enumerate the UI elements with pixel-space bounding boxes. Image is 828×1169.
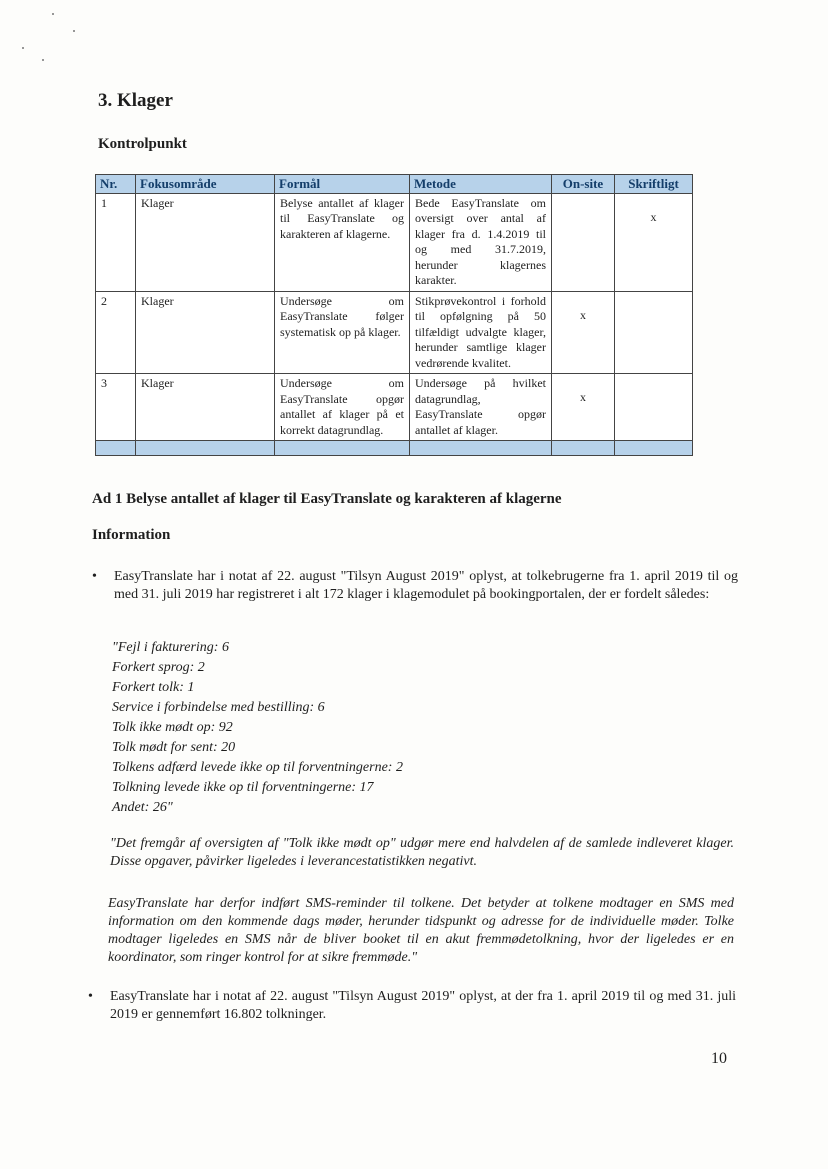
cell-fokus: Klager <box>136 374 275 441</box>
column-header-fokusomraade: Fokusområde <box>136 175 275 194</box>
cell-fokus: Klager <box>136 291 275 374</box>
scan-speck <box>42 59 44 61</box>
footer-cell <box>136 441 275 456</box>
cell-onsite: x <box>552 291 615 374</box>
footer-cell <box>275 441 410 456</box>
list-item: Andet: 26" <box>112 800 173 815</box>
table-row <box>96 193 693 291</box>
table-header-row <box>96 175 693 194</box>
cell-skriftligt: x <box>615 193 693 291</box>
list-item: "Fejl i fakturering: 6 <box>112 640 229 655</box>
page-number: 10 <box>711 1050 727 1067</box>
list-item: Tolkens adfærd levede ikke op til forventningerne: 2 <box>112 760 403 775</box>
cell-nr: 3 <box>96 374 136 441</box>
cell-skriftligt <box>615 291 693 374</box>
list-item: Tolkning levede ikke op til forventningerne: 17 <box>112 780 374 795</box>
column-header-onsite: On-site <box>552 175 615 194</box>
column-header-metode: Metode <box>410 175 552 194</box>
scan-speck <box>22 47 24 49</box>
column-header-nr: Nr. <box>96 175 136 194</box>
cell-metode: Stikprøvekontrol i forhold til opfølgning på 50 tilfældigt udvalgte klager, herunder samtlige klager vedrørende kvalitet. <box>410 291 552 374</box>
footer-cell <box>96 441 136 456</box>
complaint-category-list <box>112 638 612 818</box>
bullet-text: EasyTranslate har i notat af 22. august "Tilsyn August 2019" oplyst, at tolkebrugerne fra 1. april 2019 til og med 31. juli 2019 har registreret i alt 172 klager i klagemodulet på bookingportalen, der er fordelt således: <box>114 569 738 602</box>
scan-speck <box>52 13 54 15</box>
cell-nr: 1 <box>96 193 136 291</box>
quote-paragraph: EasyTranslate har derfor indført SMS-reminder til tolkene. Det betyder at tolkene modtager en SMS med information om den kommende dags møder, herunder tidspunkt og adresse for de individuelle møder. Tolke modtager ligeledes en SMS når de bliver booket til en akut fremmødetolkning, hvor der ligeledes er en koordinator, som ringer kontrol for at sikre fremmøde." <box>108 896 734 965</box>
quote-paragraph: "Det fremgår af oversigten af "Tolk ikke mødt op" udgør mere end halvdelen af de samlede indleveret klager. Disse opgaver, påvirker ligeledes i leverancestatistikken negativt. <box>110 836 734 869</box>
subsection-title: Kontrolpunkt <box>98 136 187 152</box>
bullet-paragraph <box>92 568 738 604</box>
list-item: Forkert tolk: 1 <box>112 680 195 695</box>
cell-fokus: Klager <box>136 193 275 291</box>
list-item: Service i forbindelse med bestilling: 6 <box>112 700 325 715</box>
cell-metode: Undersøge på hvilket datagrundlag, EasyTranslate opgør antallet af klager. <box>410 374 552 441</box>
cell-formaal: Undersøge om EasyTranslate opgør antallet af klager på et korrekt datagrundlag. <box>275 374 410 441</box>
cell-onsite <box>552 193 615 291</box>
bullet-icon: • <box>88 989 93 1004</box>
ad1-heading: Ad 1 Belyse antallet af klager til EasyTranslate og karakteren af klagerne <box>92 491 562 507</box>
kontrolpunkt-table <box>95 174 693 456</box>
cell-formaal: Belyse antallet af klager til EasyTranslate og karakteren af klagerne. <box>275 193 410 291</box>
table-footer-row <box>96 441 693 456</box>
footer-cell <box>552 441 615 456</box>
cell-metode: Bede EasyTranslate om oversigt over antal af klager fra d. 1.4.2019 til og med 31.7.2019, herunder klagernes karakter. <box>410 193 552 291</box>
bullet-icon: • <box>92 569 97 584</box>
cell-onsite: x <box>552 374 615 441</box>
footer-cell <box>615 441 693 456</box>
list-item: Tolk mødt for sent: 20 <box>112 740 236 755</box>
section-title: 3. Klager <box>98 90 173 111</box>
list-item: Tolk ikke mødt op: 92 <box>112 720 233 735</box>
cell-formaal: Undersøge om EasyTranslate følger systematisk op på klager. <box>275 291 410 374</box>
scan-speck <box>73 30 75 32</box>
list-item: Forkert sprog: 2 <box>112 660 205 675</box>
column-header-formaal: Formål <box>275 175 410 194</box>
column-header-skriftligt: Skriftligt <box>615 175 693 194</box>
table-row <box>96 291 693 374</box>
information-heading: Information <box>92 527 171 543</box>
footer-cell <box>410 441 552 456</box>
bullet-text: EasyTranslate har i notat af 22. august "Tilsyn August 2019" oplyst, at der fra 1. april 2019 til og med 31. juli 2019 er gennemført 16.802 tolkninger. <box>110 989 736 1022</box>
bullet-paragraph <box>88 988 736 1024</box>
cell-nr: 2 <box>96 291 136 374</box>
table-row <box>96 374 693 441</box>
cell-skriftligt <box>615 374 693 441</box>
